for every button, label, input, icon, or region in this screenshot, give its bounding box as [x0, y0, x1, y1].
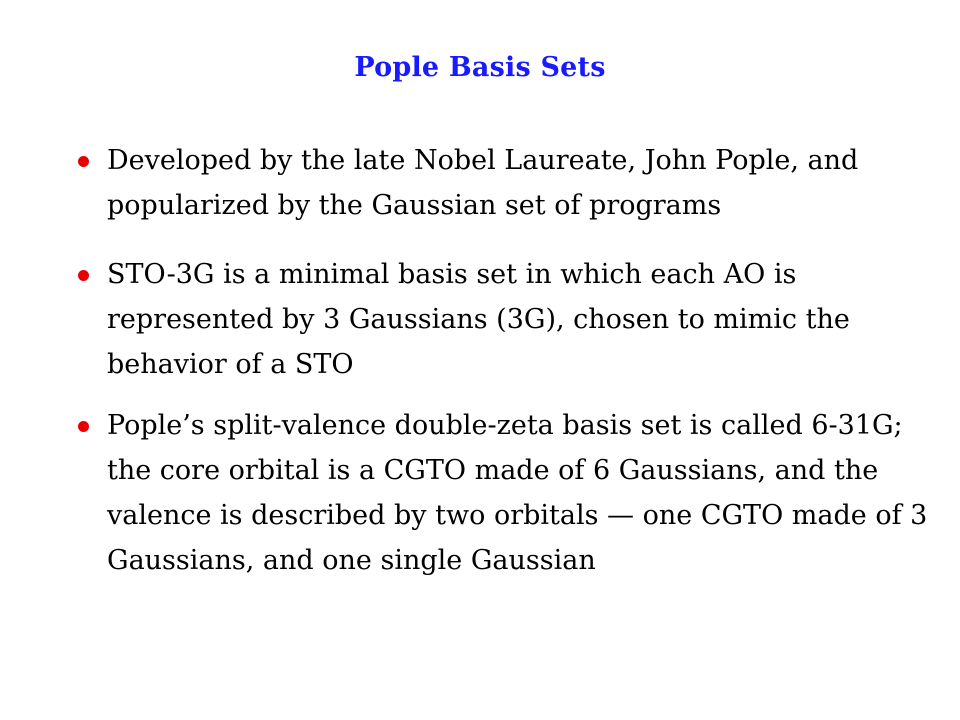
- bullet-text: Developed by the late Nobel Laureate, John Pople, and popularized by the Gaussian set of programs: [107, 145, 859, 221]
- bullet-dot-icon: [78, 270, 89, 281]
- bullet-list: [74, 138, 934, 607]
- bullet-text: Pople’s split-valence double-zeta basis set is called 6-31G; the core orbital is a CGTO made of 6 Gaussians, and the valence is described by two orbitals — one CGTO made of 3 Gaussians, and one single Gaussian: [107, 410, 928, 576]
- bullet-item: [74, 138, 934, 228]
- bullet-item: [74, 403, 934, 583]
- bullet-item: [74, 252, 934, 387]
- bullet-text: STO-3G is a minimal basis set in which each AO is represented by 3 Gaussians (3G), chosen to mimic the behavior of a STO: [107, 259, 850, 380]
- slide-title: Pople Basis Sets: [354, 52, 606, 83]
- bullet-dot-icon: [78, 156, 89, 167]
- bullet-dot-icon: [78, 421, 89, 432]
